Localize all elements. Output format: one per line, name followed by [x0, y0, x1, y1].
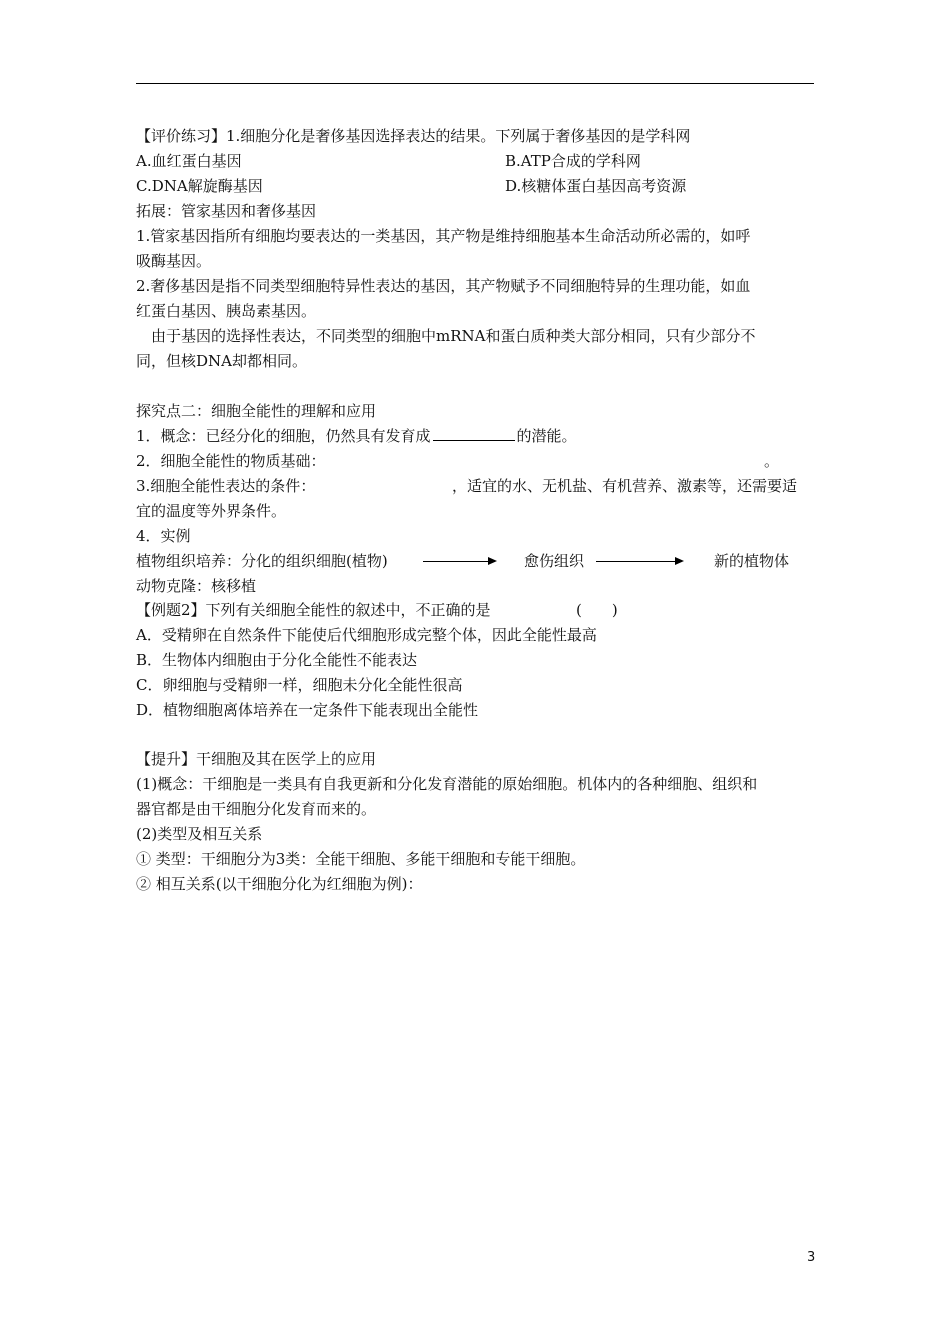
arrow-to-new-plant — [596, 561, 682, 562]
point2-basis-end: 。 — [764, 452, 780, 470]
point2-concept — [136, 427, 577, 445]
extension-p3-line2: 同，但核DNA却都相同。 — [136, 352, 307, 370]
example2-question: 【例题2】下列有关细胞全能性的叙述中，不正确的是 — [136, 601, 491, 619]
practice-option-b: B.ATP合成的学科网 — [505, 152, 641, 170]
point2-examples: 4．实例 — [136, 527, 191, 545]
improve-relations: ② 相互关系(以干细胞分化为红细胞为例)： — [136, 875, 423, 893]
example2-option-b: B．生物体内细胞由于分化全能性不能表达 — [136, 651, 418, 669]
practice-option-d: D.核糖体蛋白基因高考资源 — [505, 177, 687, 195]
concept-text-b: 的潜能。 — [516, 427, 577, 445]
improve-types: ① 类型：干细胞分为3类：全能干细胞、多能干细胞和专能干细胞。 — [136, 850, 586, 868]
practice-question: 【评价练习】1.细胞分化是奢侈基因选择表达的结果。下列属于奢侈基因的是学科网 — [136, 127, 691, 145]
extension-title: 拓展：管家基因和奢侈基因 — [136, 202, 317, 220]
improve-p1-line1: (1)概念：干细胞是一类具有自我更新和分化发育潜能的原始细胞。机体内的各种细胞、组织和 — [136, 775, 758, 793]
example2-option-d: D．植物细胞离体培养在一定条件下能表现出全能性 — [136, 701, 479, 719]
concept-text-a: 1．概念：已经分化的细胞，仍然具有发育成 — [136, 427, 431, 445]
header-rule — [136, 83, 814, 84]
extension-p1-line1: 1.管家基因指所有细胞均要表达的一类基因，其产物是维持细胞基本生命活动所必需的，如呼 — [136, 227, 751, 245]
improve-p1-line2: 器官都是由干细胞分化发育而来的。 — [136, 800, 377, 818]
arrow-to-callus — [423, 561, 495, 562]
extension-p1-line2: 吸酶基因。 — [136, 252, 212, 270]
improve-p2: (2)类型及相互关系 — [136, 825, 263, 843]
new-plant-text: 新的植物体 — [714, 552, 790, 570]
extension-p2-line2: 红蛋白基因、胰岛素基因。 — [136, 302, 317, 320]
practice-option-c: C.DNA解旋酶基因 — [136, 177, 263, 195]
improve-title: 【提升】干细胞及其在医学上的应用 — [136, 750, 377, 768]
example2-answer-paren: ( ) — [576, 601, 618, 619]
point2-title: 探究点二：细胞全能性的理解和应用 — [136, 402, 377, 420]
point2-conditions-rest: ，适宜的水、无机盐、有机营养、激素等，还需要适 — [452, 477, 798, 495]
extension-p2-line1: 2.奢侈基因是指不同类型细胞特异性表达的基因，其产物赋予不同细胞特异的生理功能，如血 — [136, 277, 751, 295]
point2-basis: 2．细胞全能性的物质基础： — [136, 452, 326, 470]
extension-p3-line1: 由于基因的选择性表达，不同类型的细胞中mRNA和蛋白质种类大部分相同，只有少部分不 — [151, 327, 756, 345]
callus-text: 愈伤组织 — [524, 552, 585, 570]
page-number: 3 — [807, 1250, 816, 1265]
point2-conditions-line2: 宜的温度等外界条件。 — [136, 502, 287, 520]
example2-option-c: C．卵细胞与受精卵一样，细胞未分化全能性很高 — [136, 676, 463, 694]
animal-cloning: 动物克隆：核移植 — [136, 577, 257, 595]
practice-option-a: A.血红蛋白基因 — [136, 152, 242, 170]
plant-culture-label: 植物组织培养：分化的组织细胞(植物) — [136, 552, 388, 570]
concept-blank — [433, 428, 515, 441]
point2-conditions: 3.细胞全能性表达的条件： — [136, 477, 316, 495]
example2-option-a: A．受精卵在自然条件下能使后代细胞形成完整个体，因此全能性最高 — [136, 626, 597, 644]
